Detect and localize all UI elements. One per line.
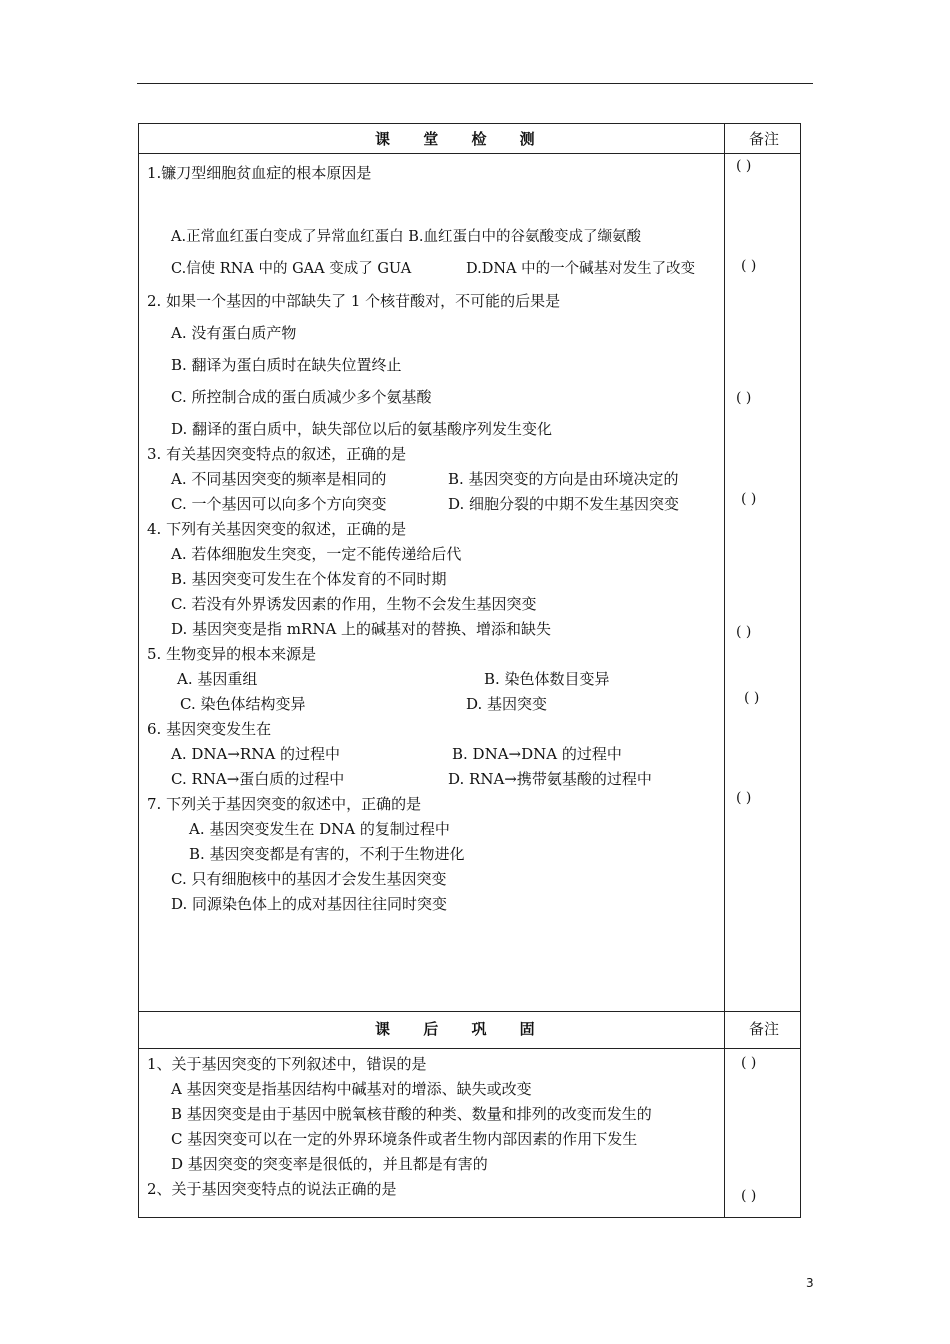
review-question-1-option-c: C 基因突变可以在一定的外界环境条件或者生物内部因素的作用下发生 — [171, 1130, 638, 1148]
header-rule — [137, 83, 813, 84]
question-4-option-b: B. 基因突变可发生在个体发育的不同时期 — [171, 570, 447, 588]
section-title: 课 后 巩 固 — [375, 1020, 549, 1038]
question-5-option-a: A. 基因重组 — [177, 670, 258, 688]
review-question-1-stem: 1、关于基因突变的下列叙述中，错误的是 — [147, 1055, 427, 1073]
question-2-option-b: B. 翻译为蛋白质时在缺失位置终止 — [171, 356, 402, 374]
answer-blank: ( ) — [736, 390, 752, 406]
question-4-option-d: D. 基因突变是指 mRNA 上的碱基对的替换、增添和缺失 — [171, 620, 552, 638]
question-2-option-a: A. 没有蛋白质产物 — [171, 324, 297, 342]
question-5-option-b: B. 染色体数目变异 — [484, 670, 610, 688]
question-7-option-b: B. 基因突变都是有害的，不利于生物进化 — [189, 845, 465, 863]
question-6-option-c: C. RNA→蛋白质的过程中 — [171, 770, 345, 788]
question-7-stem: 7. 下列关于基因突变的叙述中，正确的是 — [147, 795, 422, 813]
question-7-option-c: C. 只有细胞核中的基因才会发生基因突变 — [171, 870, 447, 888]
question-6-stem: 6. 基因突变发生在 — [147, 720, 272, 738]
section-title: 课 堂 检 测 — [375, 130, 549, 148]
question-6-option-a: A. DNA→RNA 的过程中 — [171, 745, 340, 763]
header-divider — [139, 1048, 800, 1049]
header-divider — [139, 153, 800, 154]
question-2-option-d: D. 翻译的蛋白质中，缺失部位以后的氨基酸序列发生变化 — [171, 420, 553, 438]
notes-header: 备注 — [749, 1020, 780, 1038]
answer-blank: ( ) — [736, 790, 752, 806]
answer-blank: ( ) — [741, 1188, 757, 1204]
answer-blank: ( ) — [741, 1055, 757, 1071]
notes-header: 备注 — [749, 130, 780, 148]
notes-divider — [724, 1012, 725, 1217]
question-2-stem: 2. 如果一个基因的中部缺失了 1 个核苷酸对，不可能的后果是 — [147, 292, 561, 310]
question-4-option-c: C. 若没有外界诱发因素的作用，生物不会发生基因突变 — [171, 595, 537, 613]
review-question-1-option-a: A 基因突变是指基因结构中碱基对的增添、缺失或改变 — [171, 1080, 532, 1098]
question-4-stem: 4. 下列有关基因突变的叙述，正确的是 — [147, 520, 407, 538]
question-6-option-b: B. DNA→DNA 的过程中 — [452, 745, 622, 763]
question-5-stem: 5. 生物变异的根本来源是 — [147, 645, 317, 663]
question-7-option-d: D. 同源染色体上的成对基因往往同时突变 — [171, 895, 448, 913]
notes-divider — [724, 124, 725, 1011]
answer-blank: ( ) — [736, 158, 752, 174]
question-6-option-d: D. RNA→携带氨基酸的过程中 — [448, 770, 652, 788]
question-2-option-c: C. 所控制合成的蛋白质减少多个氨基酸 — [171, 388, 432, 406]
answer-blank: ( ) — [744, 690, 760, 706]
question-1-option-c: C.信使 RNA 中的 GAA 变成了 GUA — [171, 261, 412, 277]
question-3-option-b: B. 基因突变的方向是由环境决定的 — [448, 470, 679, 488]
question-1-stem: 1.镰刀型细胞贫血症的根本原因是 — [147, 164, 372, 182]
question-7-option-a: A. 基因突变发生在 DNA 的复制过程中 — [189, 820, 450, 838]
review-question-2-stem: 2、关于基因突变特点的说法正确的是 — [147, 1180, 397, 1198]
question-5-option-c: C. 染色体结构变异 — [180, 695, 306, 713]
review-question-1-option-b: B 基因突变是由于基因中脱氧核苷酸的种类、数量和排列的改变而发生的 — [171, 1105, 652, 1123]
question-1-option-d: D.DNA 中的一个碱基对发生了改变 — [466, 261, 696, 277]
page-number: 3 — [806, 1276, 814, 1290]
answer-blank: ( ) — [736, 624, 752, 640]
question-3-stem: 3. 有关基因突变特点的叙述，正确的是 — [147, 445, 407, 463]
answer-blank: ( ) — [741, 491, 757, 507]
question-3-option-d: D. 细胞分裂的中期不发生基因突变 — [448, 495, 680, 513]
question-4-option-a: A. 若体细胞发生突变，一定不能传递给后代 — [171, 545, 462, 563]
question-1-options-ab: A.正常血红蛋白变成了异常血红蛋白 B.血红蛋白中的谷氨酸变成了缬氨酸 — [171, 229, 641, 245]
review-question-1-option-d: D 基因突变的突变率是很低的，并且都是有害的 — [171, 1155, 488, 1173]
answer-blank: ( ) — [741, 258, 757, 274]
question-3-option-a: A. 不同基因突变的频率是相同的 — [171, 470, 387, 488]
question-3-option-c: C. 一个基因可以向多个方向突变 — [171, 495, 387, 513]
question-5-option-d: D. 基因突变 — [466, 695, 548, 713]
